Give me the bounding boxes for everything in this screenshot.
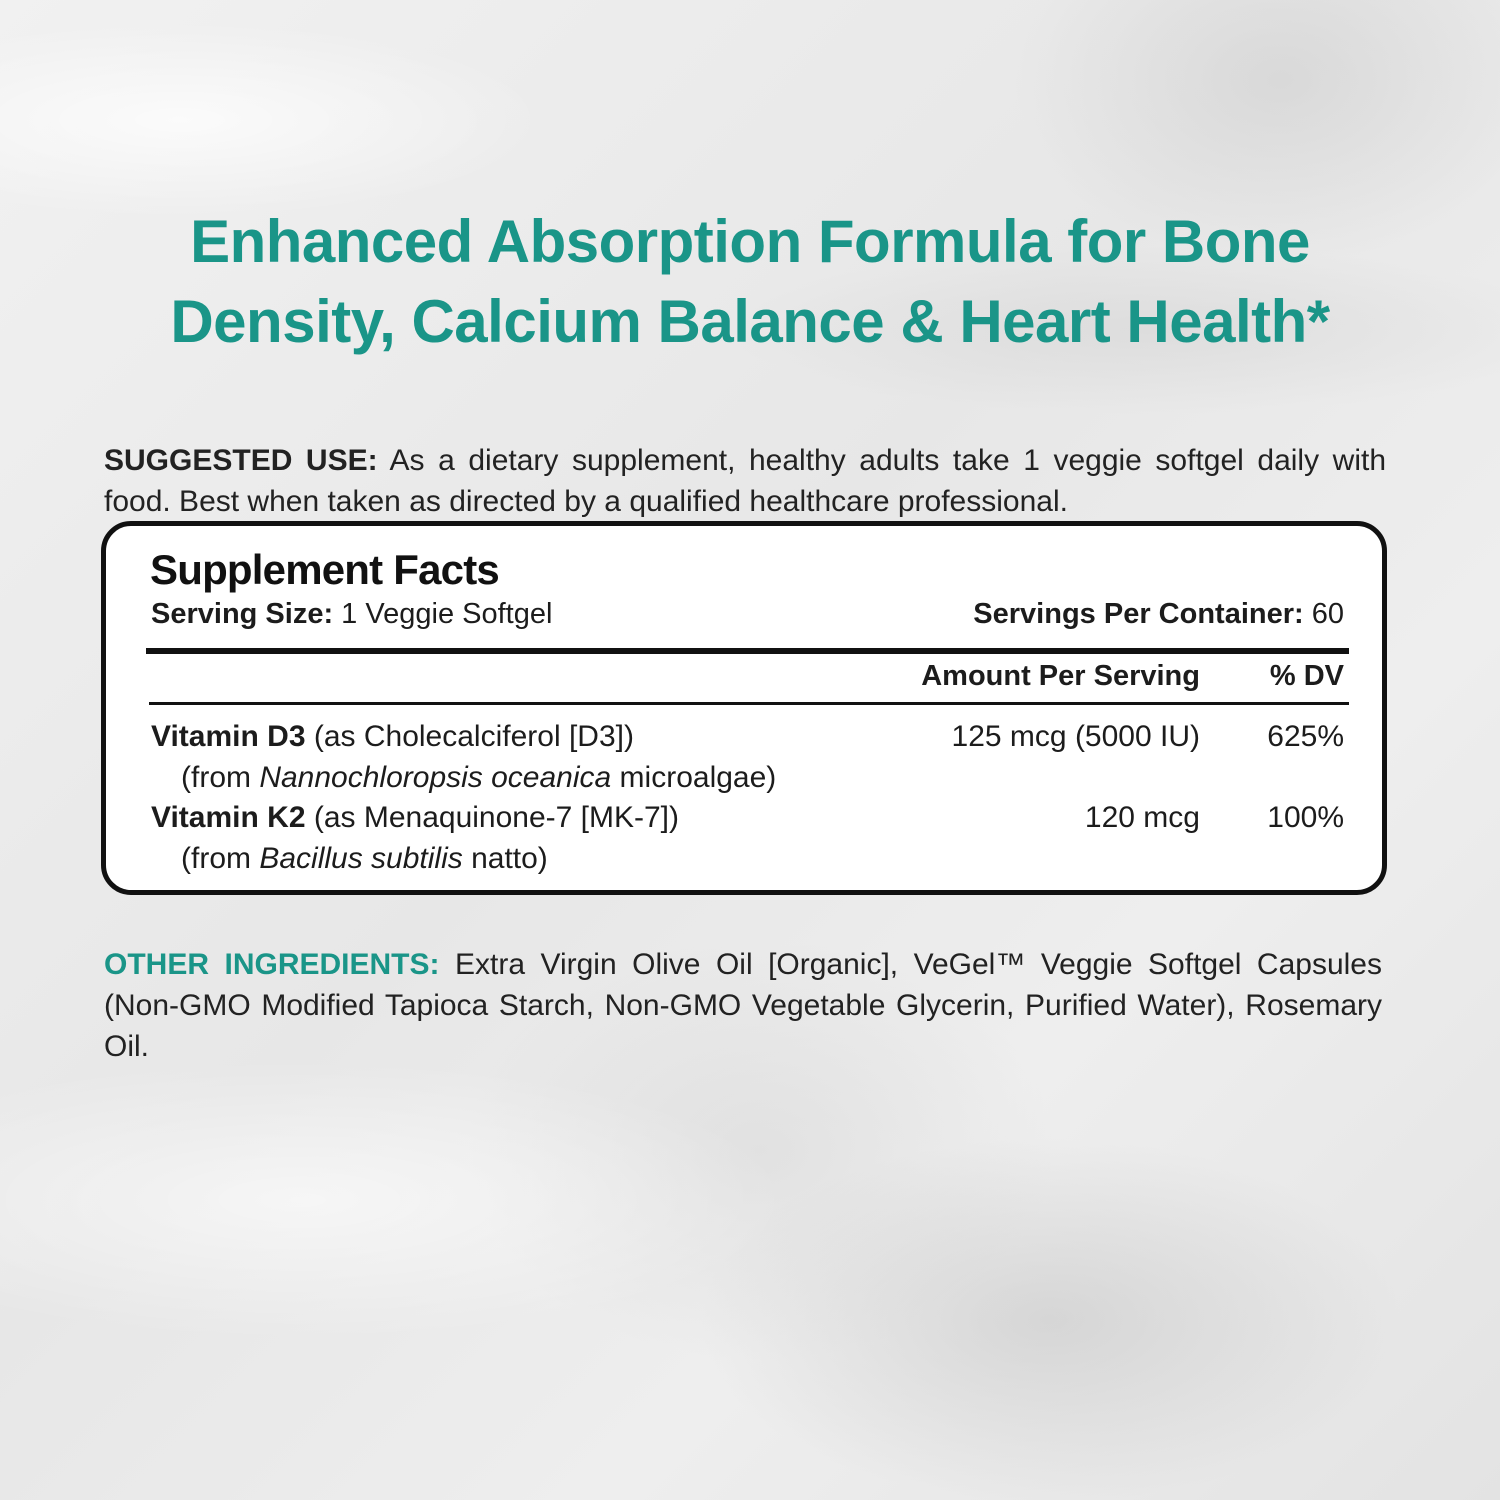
supplement-facts-panel (101, 521, 1387, 895)
nutrient-name-bold: Vitamin K2 (151, 801, 306, 834)
other-ingredients-label: OTHER INGREDIENTS: (104, 948, 440, 981)
nutrient-amount: 125 mcg (5000 IU) (951, 720, 1200, 753)
suggested-use-text: As a dietary supplement, healthy adults take 1 veggie softgel daily with food. Best when taken as directed by a qualified healthcare professional. (104, 444, 1387, 518)
nutrient-source-suffix: natto) (462, 842, 548, 875)
nutrient-row-vitamin-k2 (151, 797, 1344, 879)
daily-value-header: % DV (1269, 660, 1344, 692)
nutrient-source-species: Bacillus subtilis (259, 842, 463, 875)
headline (60, 202, 1440, 362)
serving-size-value: 1 Veggie Softgel (333, 598, 553, 630)
headline-line-2: Density, Calcium Balance & Heart Health* (170, 288, 1330, 356)
nutrient-name-bold: Vitamin D3 (151, 720, 306, 753)
nutrient-source-prefix: (from (181, 761, 260, 794)
suggested-use (104, 440, 1386, 522)
amount-per-serving-header: Amount Per Serving (921, 660, 1200, 692)
serving-size (151, 598, 552, 631)
nutrient-source-prefix: (from (181, 842, 260, 875)
other-ingredients-text: Extra Virgin Olive Oil [Organic], VeGel™ Veggie Softgel Capsules (Non-GMO Modified Tapioca Starch, Non-GMO Vegetable Glycerin, Purified Water), Rosemary Oil. (104, 948, 1382, 1063)
servings-per-container (973, 598, 1344, 631)
nutrient-form: (as Menaquinone-7 [MK-7]) (305, 801, 680, 834)
nutrient-source-suffix: microalgae) (611, 761, 777, 794)
suggested-use-label: SUGGESTED USE: (104, 444, 378, 477)
nutrient-daily-value: 625% (1267, 720, 1344, 753)
servings-per-container-label: Servings Per Container: (973, 598, 1304, 630)
nutrient-form: (as Cholecalciferol [D3]) (305, 720, 634, 753)
thick-divider (146, 648, 1349, 654)
other-ingredients (104, 944, 1382, 1067)
headline-line-1: Enhanced Absorption Formula for Bone (190, 208, 1310, 276)
nutrient-amount: 120 mcg (1084, 801, 1200, 834)
nutrient-row-vitamin-d3 (151, 716, 1344, 798)
nutrient-source-species: Nannochloropsis oceanica (259, 761, 612, 794)
servings-per-container-value: 60 (1303, 598, 1344, 630)
serving-size-label: Serving Size: (151, 598, 334, 630)
nutrient-daily-value: 100% (1267, 801, 1344, 834)
nutrient-source (151, 757, 1344, 798)
supplement-facts-title: Supplement Facts (150, 546, 499, 593)
thin-divider (149, 702, 1349, 705)
nutrient-source (151, 838, 1344, 879)
